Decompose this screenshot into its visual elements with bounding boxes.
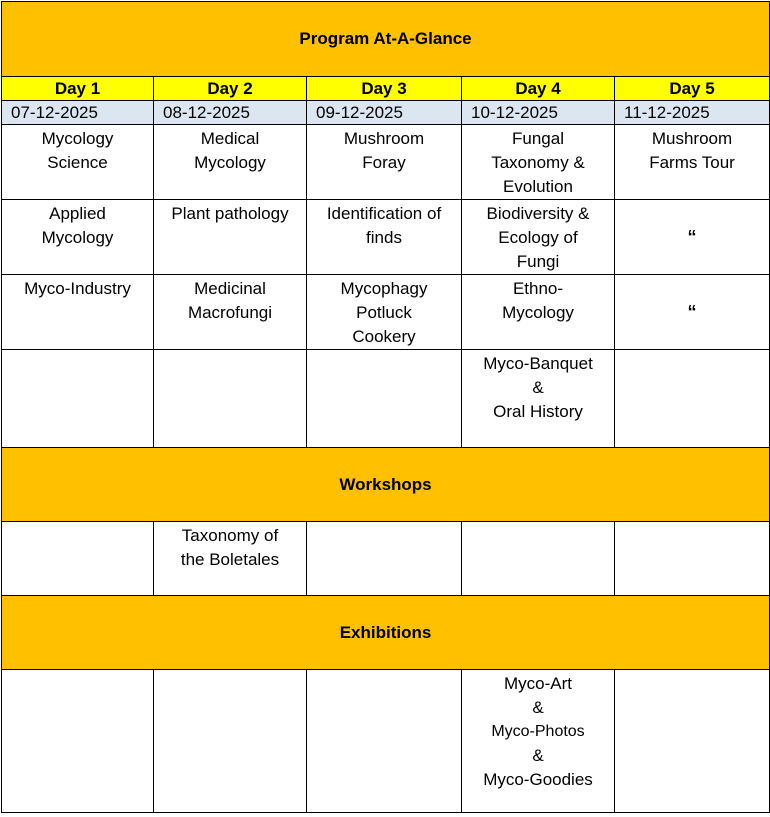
date-cell: 11-12-2025: [615, 101, 770, 125]
session-cell: Mycology Science: [2, 125, 154, 200]
date-cell: 10-12-2025: [462, 101, 615, 125]
workshops-heading: Workshops: [2, 448, 770, 522]
empty-cell: [2, 670, 154, 813]
day-header: Day 5: [615, 77, 770, 101]
session-cell: Mycophagy Potluck Cookery: [307, 275, 462, 350]
ditto-mark: “: [615, 275, 770, 350]
session-cell: Applied Mycology: [2, 200, 154, 275]
session-cell: Biodiversity & Ecology of Fungi: [462, 200, 615, 275]
date-cell: 07-12-2025: [2, 101, 154, 125]
session-cell: Myco-Industry: [2, 275, 154, 350]
empty-cell: [154, 670, 307, 813]
day-header: Day 2: [154, 77, 307, 101]
empty-cell: [462, 522, 615, 596]
empty-cell: [615, 522, 770, 596]
day-header: Day 1: [2, 77, 154, 101]
program-title: Program At-A-Glance: [2, 2, 770, 77]
workshop-cell: Taxonomy of the Boletales: [154, 522, 307, 596]
session-cell: Medicinal Macrofungi: [154, 275, 307, 350]
empty-cell: [2, 522, 154, 596]
session-cell: Myco-Banquet & Oral History: [462, 350, 615, 448]
session-cell: Medical Mycology: [154, 125, 307, 200]
ditto-mark: “: [615, 200, 770, 275]
date-cell: 09-12-2025: [307, 101, 462, 125]
session-cell: Ethno- Mycology: [462, 275, 615, 350]
exhibition-cell: Myco-Art & Myco-Photos & Myco-Goodies: [462, 670, 615, 813]
session-cell: Mushroom Farms Tour: [615, 125, 770, 200]
empty-cell: [154, 350, 307, 448]
exhibitions-heading: Exhibitions: [2, 596, 770, 670]
empty-cell: [2, 350, 154, 448]
empty-cell: [307, 670, 462, 813]
empty-cell: [307, 350, 462, 448]
day-header: Day 3: [307, 77, 462, 101]
session-cell: Identification of finds: [307, 200, 462, 275]
empty-cell: [307, 522, 462, 596]
session-cell: Fungal Taxonomy & Evolution: [462, 125, 615, 200]
program-table: [1, 1, 770, 813]
day-header: Day 4: [462, 77, 615, 101]
date-cell: 08-12-2025: [154, 101, 307, 125]
empty-cell: [615, 670, 770, 813]
session-cell: Plant pathology: [154, 200, 307, 275]
empty-cell: [615, 350, 770, 448]
session-cell: Mushroom Foray: [307, 125, 462, 200]
